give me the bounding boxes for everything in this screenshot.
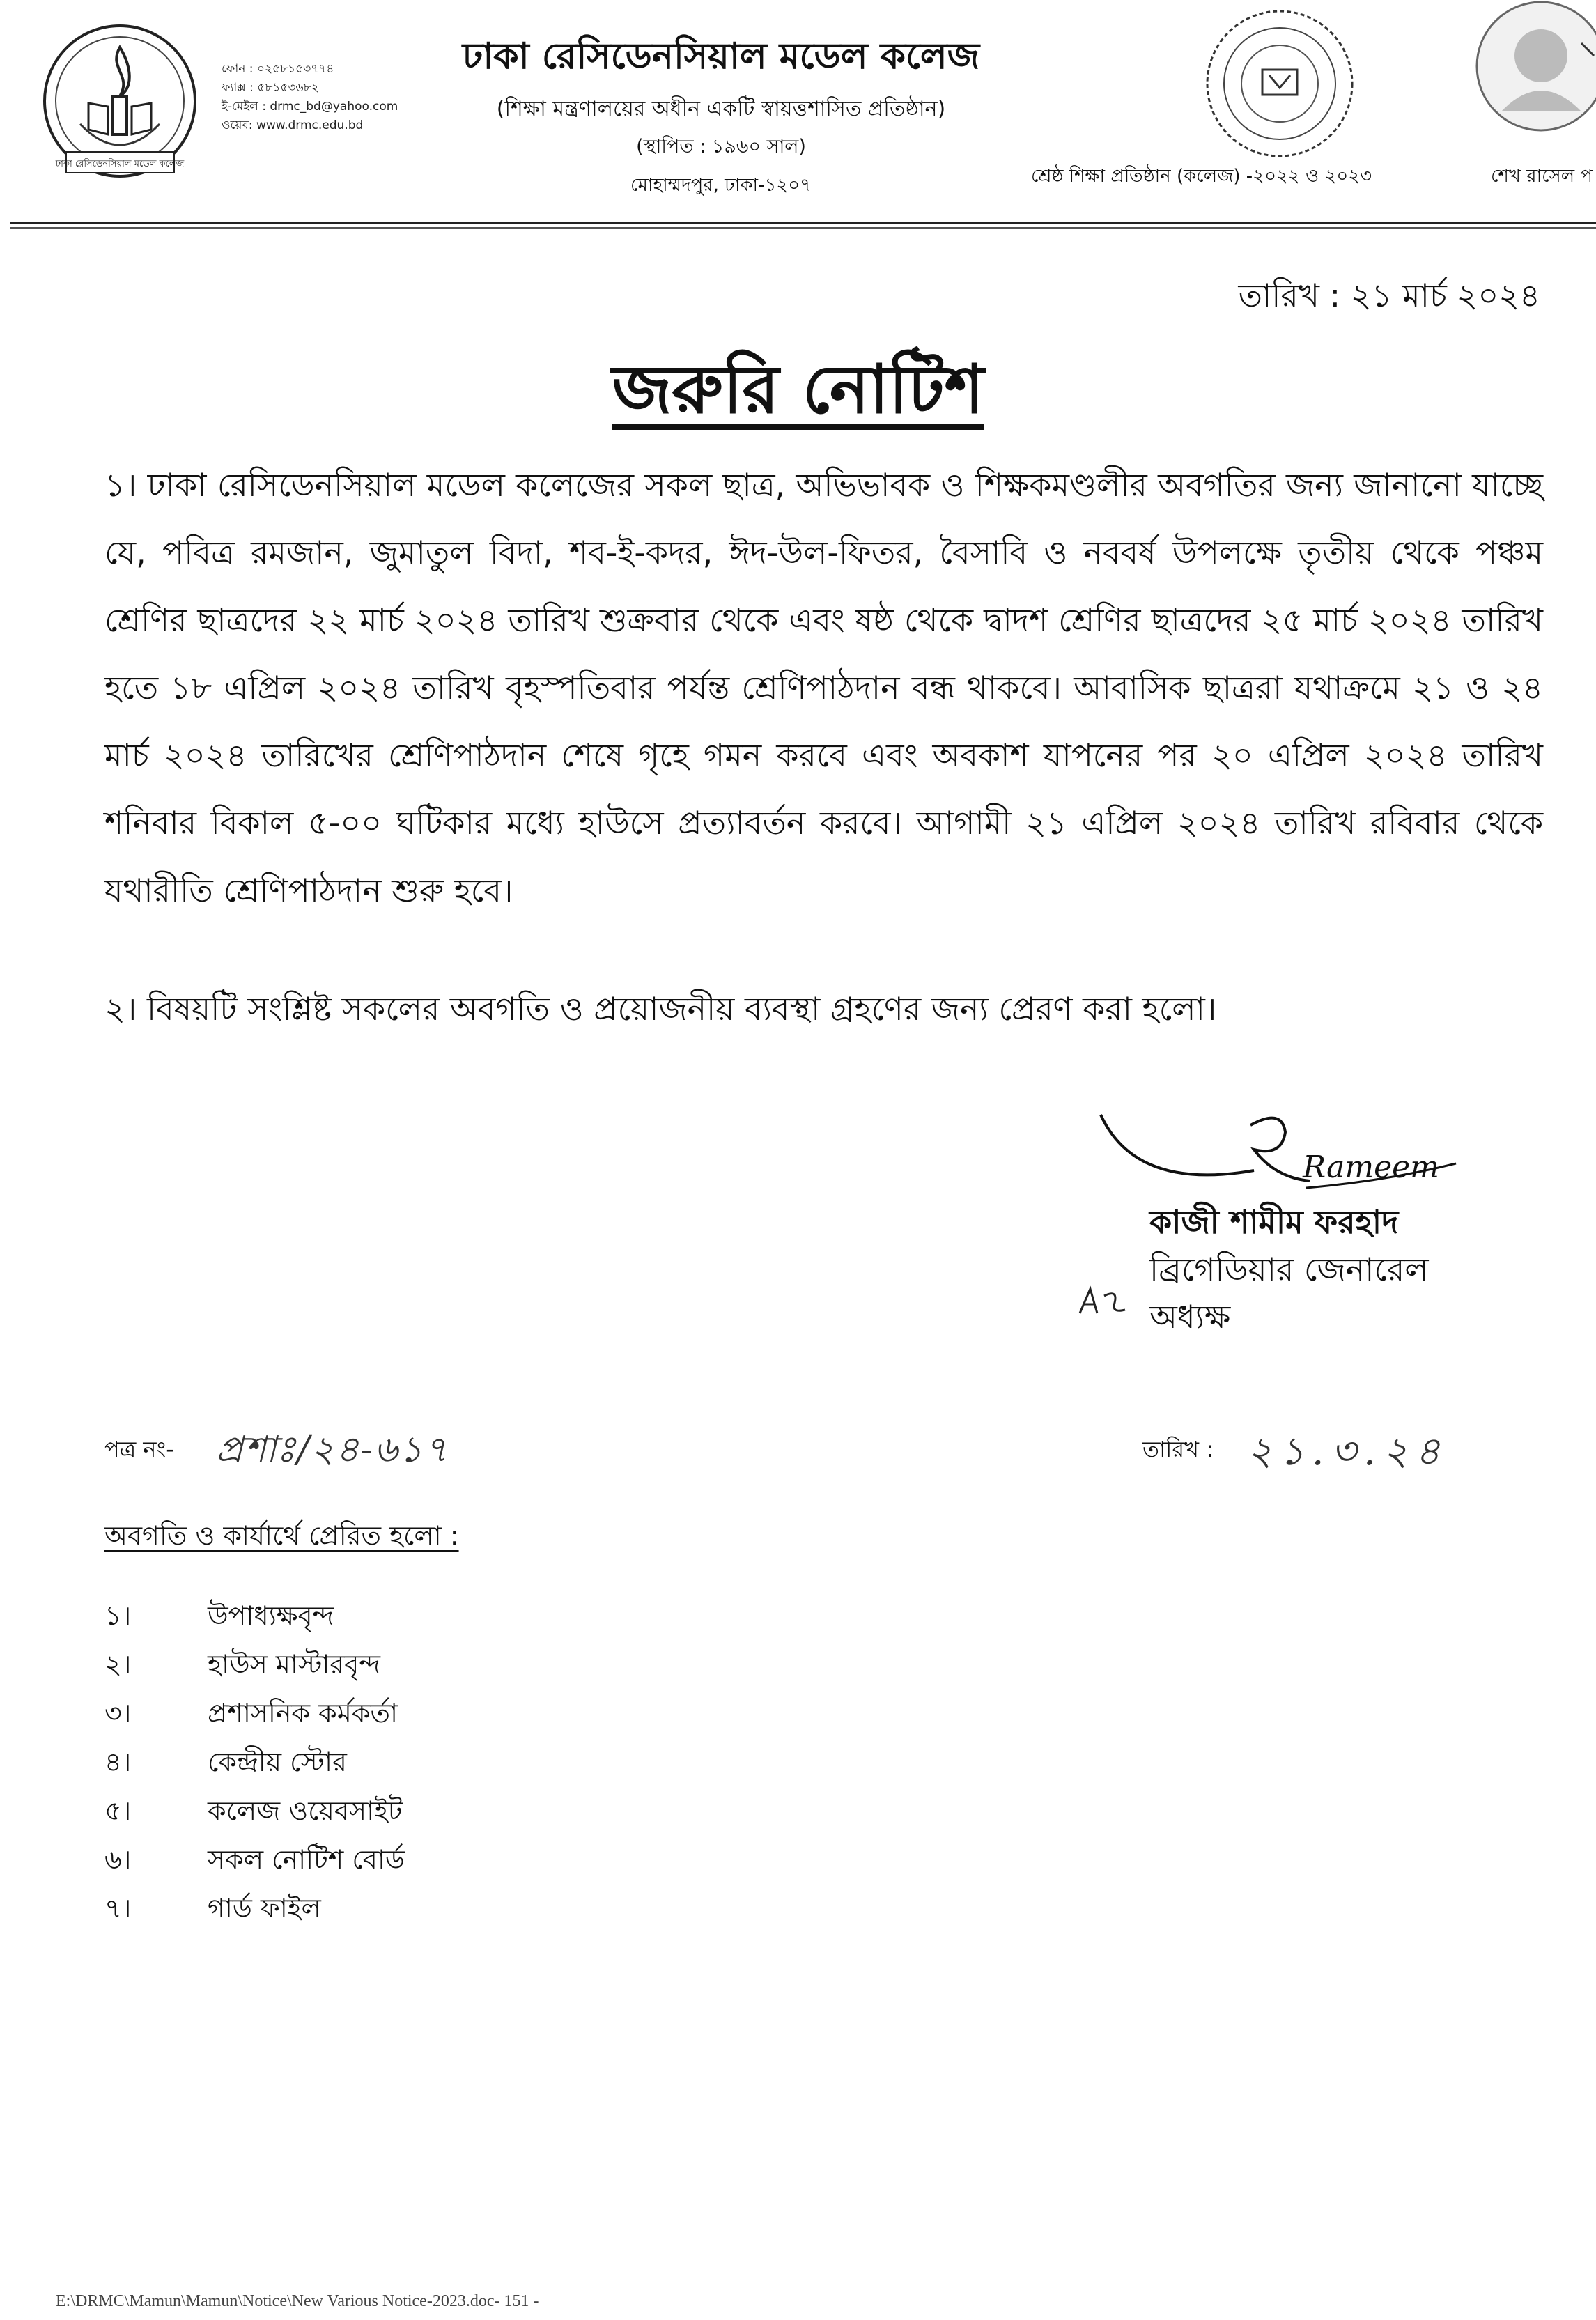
list-item-number: ২।	[104, 1649, 132, 1680]
notice-paragraph-1: ১। ঢাকা রেসিডেনসিয়াল মডেল কলেজের সকল ছাত্র, অভিভাবক ও শিক্ষকমণ্ডলীর অবগতির জন্য জানানো যাচ্ছে যে, পবিত্র রমজান, জুমাতুল বিদা, শব-ই-কদর, ঈদ-উল-ফিতর, বৈসাবি ও নববর্ষ উপলক্ষে তৃতীয় থেকে পঞ্চম শ্রেণির ছাত্রদের ২২ মার্চ ২০২৪ তারিখ শুক্রবার থেকে এবং ষষ্ঠ থেকে দ্বাদশ শ্রেণির ছাত্রদের ২৫ মার্চ ২০২৪ তারিখ হতে ১৮ এপ্রিল ২০২৪ তারিখ বৃহস্পতিবার পর্যন্ত শ্রেণিপাঠদান বন্ধ থাকবে। আবাসিক ছাত্ররা যথাক্রমে ২১ ও ২৪ মার্চ ২০২৪ তারিখের শ্রেণিপাঠদান শেষে গৃহে গমন করবে এবং অবকাশ যাপনের পর ২০ এপ্রিল ২০২৪ তারিখ শনিবার বিকাল ৫-০০ ঘটিকার মধ্যে হাউসে প্রত্যাবর্তন করবে। আগামী ২১ এপ্রিল ২০২৪ তারিখ রবিবার থেকে যথারীতি শ্রেণিপাঠদান শুরু হবে।	[104, 466, 1543, 909]
email-link[interactable]: drmc_bd@yahoo.com	[270, 100, 398, 114]
notice-date: তারিখ : ২১ মার্চ ২০২৪	[1238, 277, 1540, 314]
phone-number: ফোন : ০২৫৮১৫৩৭৭৪	[222, 62, 334, 76]
list-item-text: সকল নোটিশ বোর্ড	[208, 1844, 405, 1875]
college-name: ঢাকা রেসিডেনসিয়াল মডেল কলেজ	[462, 36, 980, 77]
list-item-number: ৩।	[104, 1698, 132, 1729]
memo-number-value: প্রশাঃ/২৪-৬১৭	[216, 1429, 449, 1471]
list-item-text: কেন্দ্রীয় স্টোর	[208, 1747, 347, 1777]
list-item-number: ৫।	[104, 1795, 132, 1826]
list-item-text: উপাধ্যক্ষবৃন্দ	[208, 1600, 334, 1631]
memo-date-label: তারিখ :	[1142, 1436, 1214, 1462]
award-text: শ্রেষ্ঠ শিক্ষা প্রতিষ্ঠান (কলেজ) -২০২২ ও ২০২৩	[1031, 166, 1372, 187]
logo-caption: ঢাকা রেসিডেনসিয়াল মডেল কলেজ	[55, 159, 185, 169]
college-subtitle: (শিক্ষা মন্ত্রণালয়ের অধীন একটি স্বায়ত্তশাসিত প্রতিষ্ঠান)	[496, 97, 946, 121]
college-logo	[38, 20, 202, 183]
portrait-caption: শেখ রাসেল প	[1491, 166, 1593, 187]
signatory-name: কাজী শামীম ফরহাদ	[1149, 1203, 1399, 1241]
list-item-number: ১।	[104, 1600, 132, 1631]
website[interactable]: ওয়েব: www.drmc.edu.bd	[222, 118, 364, 132]
established-year: (স্থাপিত : ১৯৬০ সাল)	[636, 136, 806, 157]
list-item-number: ৭।	[104, 1893, 132, 1924]
list-item-text: প্রশাসনিক কর্মকর্তা	[208, 1698, 398, 1729]
list-item-text: হাউস মাস্টারবৃন্দ	[208, 1649, 380, 1680]
header-divider-secondary	[10, 227, 1596, 229]
email-label: ই-মেইল :	[222, 100, 266, 114]
signatory-rank: ব্রিগেডিয়ার জেনারেল	[1149, 1251, 1429, 1288]
initials-mark-icon	[1073, 1282, 1136, 1324]
award-seal-icon	[1198, 6, 1362, 162]
footer-file-path: E:\DRMC\Mamun\Mamun\Notice\New Various Notice-2023.doc- 151 -	[56, 2292, 539, 2310]
signature-text: Rameem	[1303, 1150, 1439, 1185]
signatory-block	[1149, 1198, 1429, 1340]
memo-number-label: পত্র নং-	[104, 1436, 174, 1462]
memo-date-value: ২১.৩.২৪	[1247, 1429, 1448, 1474]
distribution-heading: অবগতি ও কার্যার্থে প্রেরিত হলো :	[104, 1520, 459, 1551]
list-item-text: গার্ড ফাইল	[208, 1893, 321, 1924]
header-divider	[10, 222, 1596, 224]
list-item-text: কলেজ ওয়েবসাইট	[208, 1795, 403, 1826]
list-item-number: ৬।	[104, 1844, 132, 1875]
scan-mark-icon	[1580, 42, 1595, 57]
signatory-designation: অধ্যক্ষ	[1149, 1298, 1231, 1336]
fax-number: ফ্যাক্স : ৫৮১৫৩৬৮২	[222, 81, 319, 95]
notice-paragraph-2: ২। বিষয়টি সংশ্লিষ্ট সকলের অবগতি ও প্রয়োজনীয় ব্যবস্থা গ্রহণের জন্য প্রেরণ করা হলো।	[104, 990, 1217, 1028]
list-item-number: ৪।	[104, 1747, 132, 1777]
college-address: মোহাম্মদপুর, ঢাকা-১২০৭	[630, 175, 812, 196]
portrait-seal-icon	[1463, 0, 1596, 139]
notice-title: জরুরি নোটিশ	[612, 350, 984, 428]
